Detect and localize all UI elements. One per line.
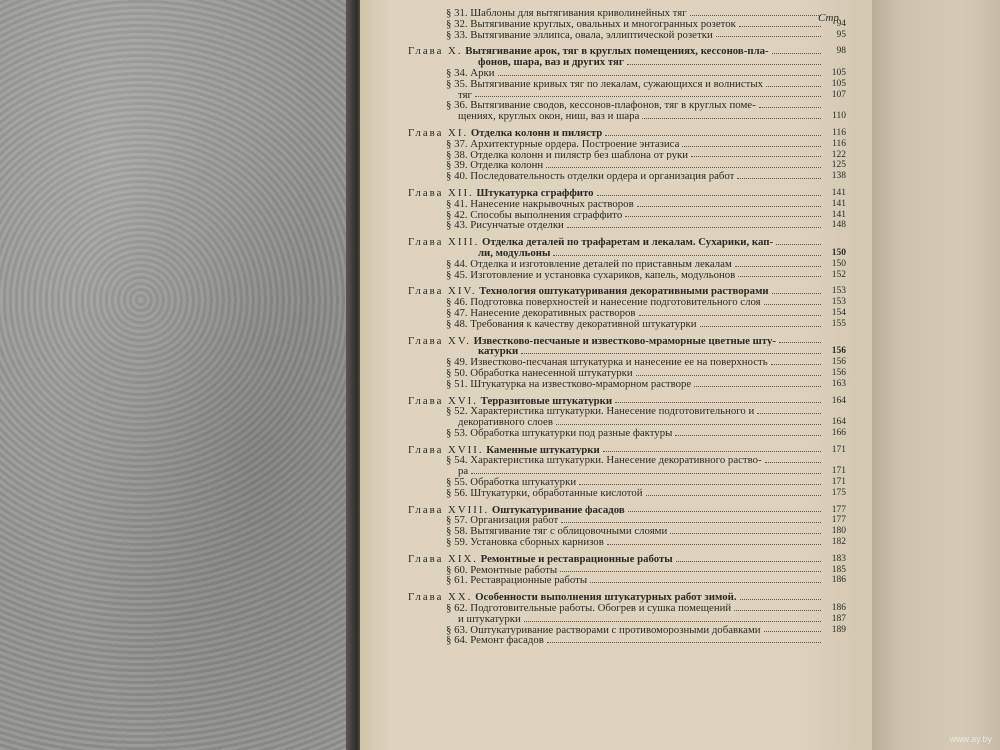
page-number: 105 xyxy=(831,78,846,89)
chapter-label: Глава XVII. xyxy=(408,444,484,456)
toc-entry xyxy=(408,357,846,368)
leader-dots xyxy=(764,304,821,305)
chapter-row xyxy=(408,237,846,248)
entry-title: § 50. Обработка нанесенной штукатурки xyxy=(446,367,633,379)
page-number: 186 xyxy=(831,575,846,586)
entry-title: и штукатурки xyxy=(458,613,521,625)
entry-text xyxy=(446,537,604,548)
entry-text xyxy=(458,90,472,101)
entry-title: Каменные штукатурки xyxy=(486,444,600,456)
leader-dots xyxy=(772,53,821,54)
page-number: 189 xyxy=(831,624,846,635)
entry-title: ра xyxy=(458,466,469,478)
page-number: 95 xyxy=(836,29,846,40)
entry-text xyxy=(446,68,495,79)
leader-dots xyxy=(694,386,821,387)
chapter-row xyxy=(408,505,846,516)
toc-entry xyxy=(408,220,846,231)
leader-dots xyxy=(547,642,821,643)
entry-title: Ремонтные и реставрационные работы xyxy=(480,553,673,565)
entry-title: щениях, круглых окон, ниш, ваз и шара xyxy=(458,111,640,122)
entry-text xyxy=(446,160,543,171)
toc-entry xyxy=(408,515,846,526)
entry-title: § 62. Подготовительные работы. Обогрев и сушка помещений xyxy=(446,603,732,614)
entry-title: Технология оштукатуривания декоративными растворами xyxy=(479,286,769,298)
leader-dots xyxy=(590,582,821,583)
entry-title: § 40. Последовательность отделки ордера и организация работ xyxy=(446,171,735,182)
leader-dots xyxy=(597,195,821,196)
page-number: 180 xyxy=(831,526,846,537)
leader-dots xyxy=(603,451,821,452)
leader-dots xyxy=(675,435,821,436)
entry-text xyxy=(446,379,691,390)
page-number: 125 xyxy=(831,160,846,171)
leader-dots xyxy=(757,413,821,414)
entry-text xyxy=(408,554,673,565)
leader-dots xyxy=(690,15,821,16)
chapter-label: Глава XVI. xyxy=(408,395,478,407)
entry-text xyxy=(446,635,544,646)
entry-text xyxy=(446,297,761,308)
entry-title: § 61. Реставрационные работы xyxy=(446,575,588,587)
entry-text xyxy=(478,346,518,357)
entry-text xyxy=(446,19,736,30)
entry-text xyxy=(458,466,468,477)
leader-dots xyxy=(498,75,821,76)
leader-dots xyxy=(605,135,821,136)
entry-title: § 52. Характеристика штукатурки. Нанесение подготовительного и xyxy=(446,406,755,418)
chapter-row xyxy=(408,188,846,199)
toc-entry xyxy=(408,417,846,428)
page-number: 138 xyxy=(831,171,846,182)
entry-title: § 57. Организация работ xyxy=(446,515,559,527)
chapter-label: Глава XIII. xyxy=(408,237,480,248)
page-number: 150 xyxy=(831,247,846,258)
toc-entry xyxy=(408,79,846,90)
entry-text xyxy=(408,46,769,57)
entry-title: § 58. Вытягивание тяг с облицовочными слоями xyxy=(446,526,668,538)
entry-title: § 31. Шаблоны для вытягивания криволинейных тяг xyxy=(446,8,687,19)
chapter-row xyxy=(408,592,846,603)
entry-text xyxy=(446,199,634,210)
toc-entry xyxy=(408,488,846,499)
page-number: 105 xyxy=(831,67,846,78)
chapter-row xyxy=(408,46,846,57)
entry-text xyxy=(446,477,576,488)
chapter-row xyxy=(408,286,846,297)
page-number: 153 xyxy=(831,286,846,297)
page-number: 110 xyxy=(832,111,846,122)
entry-text xyxy=(408,396,612,407)
page-number: 98 xyxy=(836,46,846,57)
leader-dots xyxy=(627,64,821,65)
entry-title: Оштукатуривание фасадов xyxy=(491,504,625,516)
entry-title: § 54. Характеристика штукатурки. Нанесение декоративного раство- xyxy=(446,455,762,467)
entry-text xyxy=(446,30,713,41)
entry-text xyxy=(446,406,754,417)
entry-title: § 35. Вытягивание кривых тяг по лекалам, сужающихся и волнистых xyxy=(446,78,763,90)
entry-title: фонов, шара, ваз и других тяг xyxy=(478,57,624,68)
page-number: 171 xyxy=(831,477,846,488)
entry-text xyxy=(446,100,756,111)
page-number: 166 xyxy=(831,427,846,438)
toc-entry xyxy=(408,625,846,636)
entry-title: § 49. Известково-песчаная штукатурка и нанесение ее на поверхность xyxy=(446,357,768,368)
entry-title: Терразитовые штукатурки xyxy=(480,395,613,407)
entry-text xyxy=(446,8,687,19)
page-number: 107 xyxy=(831,89,846,100)
entry-text xyxy=(446,308,636,319)
entry-title: § 51. Штукатурка на известково-мраморном растворе xyxy=(446,378,692,390)
chapter-label: Глава XVIII. xyxy=(408,504,490,516)
entry-text xyxy=(446,515,558,526)
entry-title: Особенности выполнения штукатурных работ зимой. xyxy=(475,592,737,604)
entry-text xyxy=(408,128,602,139)
entry-text xyxy=(408,286,769,297)
entry-text xyxy=(446,171,734,182)
page-number: 163 xyxy=(831,378,846,389)
entry-text xyxy=(446,455,762,466)
leader-dots xyxy=(471,473,821,474)
entry-text xyxy=(446,603,731,614)
leader-dots xyxy=(735,266,821,267)
entry-text xyxy=(408,592,737,603)
leader-dots xyxy=(765,462,821,463)
page-number: 171 xyxy=(831,444,846,455)
page-number: 116 xyxy=(832,138,846,149)
toc-entry xyxy=(408,160,846,171)
page-number: 183 xyxy=(831,553,846,564)
toc-entry xyxy=(408,111,846,122)
leader-dots xyxy=(639,315,821,316)
leader-dots xyxy=(740,599,821,600)
leader-dots xyxy=(625,216,821,217)
page-number: 156 xyxy=(831,357,846,368)
entry-title: § 47. Нанесение декоративных растворов xyxy=(446,307,636,319)
entry-text xyxy=(446,79,763,90)
entry-title: § 59. Установка сборных карнизов xyxy=(446,537,604,548)
page-number: 186 xyxy=(831,603,846,614)
leader-dots xyxy=(524,621,821,622)
entry-text xyxy=(446,625,761,636)
page-number: 122 xyxy=(831,149,846,160)
entry-title: § 34. Арки xyxy=(446,67,495,79)
entry-title: § 32. Вытягивание круглых, овальных и многогранных розеток xyxy=(446,18,736,30)
entry-text xyxy=(446,319,697,330)
entry-text xyxy=(458,614,521,625)
leader-dots xyxy=(739,26,821,27)
toc-entry xyxy=(408,150,846,161)
towel-background xyxy=(0,0,352,750)
entry-title: катурки xyxy=(478,346,519,358)
page-number: 185 xyxy=(831,564,846,575)
page-number: 150 xyxy=(831,258,846,269)
leader-dots xyxy=(646,495,821,496)
toc-entry xyxy=(408,8,846,19)
entry-title: Вытягивание арок, тяг в круглых помещениях, кессонов-пла- xyxy=(465,46,769,58)
entry-title: § 63. Оштукатуривание растворами с противоморозными добавками xyxy=(446,624,761,636)
leader-dots xyxy=(521,353,821,354)
leader-dots xyxy=(700,326,821,327)
entry-title: § 64. Ремонт фасадов xyxy=(446,635,544,647)
entry-title: § 37. Архитектурные ордера. Построение энтазиса xyxy=(446,138,680,150)
toc-entry xyxy=(408,19,846,30)
page-number: 116 xyxy=(832,127,846,138)
leader-dots xyxy=(556,424,821,425)
toc-entry xyxy=(408,477,846,488)
leader-dots xyxy=(682,146,821,147)
toc-entry xyxy=(408,406,846,417)
page-number: 164 xyxy=(831,417,846,428)
entry-text xyxy=(446,270,735,281)
book-page-edge xyxy=(872,0,1000,750)
page-number: 171 xyxy=(831,466,846,477)
page-number: 156 xyxy=(831,346,846,357)
toc-entry xyxy=(408,319,846,330)
leader-dots xyxy=(546,167,821,168)
toc-entry xyxy=(408,346,846,357)
page-number: 148 xyxy=(831,220,846,231)
page-number: 153 xyxy=(831,297,846,308)
entry-text xyxy=(446,575,587,586)
leader-dots xyxy=(764,631,821,632)
entry-text xyxy=(458,417,553,428)
entry-text xyxy=(446,368,633,379)
entry-text xyxy=(446,357,768,368)
entry-text xyxy=(446,220,564,231)
page-column-label: Стр. xyxy=(818,12,842,24)
leader-dots xyxy=(737,178,821,179)
chapter-label: Глава XIX. xyxy=(408,553,478,565)
entry-title: декоративного слоев xyxy=(458,417,553,428)
page-number: 177 xyxy=(831,504,846,515)
toc-entry xyxy=(408,368,846,379)
toc-entry xyxy=(408,100,846,111)
toc-entry xyxy=(408,575,846,586)
page-number: 187 xyxy=(831,613,846,624)
entry-title: § 39. Отделка колонн xyxy=(446,160,544,172)
entry-title: § 55. Обработка штукатурки xyxy=(446,477,577,488)
chapter-label: Глава XII. xyxy=(408,187,474,199)
chapter-row xyxy=(408,445,846,456)
entry-title: § 41. Нанесение накрывочных растворов xyxy=(446,198,634,210)
page-number: 141 xyxy=(831,187,846,198)
entry-text xyxy=(446,139,679,150)
entry-title: Известково-песчаные и известково-мраморные цветные шту- xyxy=(473,335,776,347)
leader-dots xyxy=(691,156,821,157)
entry-title: § 46. Подготовка поверхностей и нанесение подготовительного слоя xyxy=(446,297,761,308)
leader-dots xyxy=(628,511,821,512)
toc-entry xyxy=(408,526,846,537)
entry-title: Штукатурка сграффито xyxy=(476,187,594,199)
entry-title: § 42. Способы выполнения сграффито xyxy=(446,209,623,221)
entry-title: Отделка колонн и пилястр xyxy=(470,127,603,139)
page-number: 141 xyxy=(831,209,846,220)
entry-text xyxy=(446,210,622,221)
leader-dots xyxy=(676,561,821,562)
leader-dots xyxy=(759,107,821,108)
toc-entry xyxy=(408,379,846,390)
leader-dots xyxy=(779,342,821,343)
leader-dots xyxy=(615,402,821,403)
entry-text xyxy=(408,445,600,456)
entry-title: § 53. Обработка штукатурки под разные фактуры xyxy=(446,427,673,439)
page-number: 94 xyxy=(836,18,846,29)
page-number: 182 xyxy=(831,537,846,548)
leader-dots xyxy=(776,244,821,245)
entry-text xyxy=(478,57,624,68)
toc-entry xyxy=(408,248,846,259)
toc-entry xyxy=(408,259,846,270)
leader-dots xyxy=(670,533,821,534)
toc-entry xyxy=(408,565,846,576)
toc-entry xyxy=(408,635,846,646)
entry-text xyxy=(446,488,643,499)
chapter-row xyxy=(408,128,846,139)
chapter-row xyxy=(408,336,846,347)
entry-title: Отделка деталей по трафаретам и лекалам. Сухарики, кап- xyxy=(482,237,774,248)
table-of-contents xyxy=(408,8,846,646)
toc-entry xyxy=(408,297,846,308)
entry-text xyxy=(408,237,773,248)
toc-entry xyxy=(408,603,846,614)
entry-title: § 56. Штукатурки, обработанные кислотой xyxy=(446,487,643,499)
leader-dots xyxy=(636,375,821,376)
page-number: 141 xyxy=(831,198,846,209)
page-number: 156 xyxy=(831,367,846,378)
page-number: 177 xyxy=(831,515,846,526)
page-number: 175 xyxy=(831,487,846,498)
page-number: 164 xyxy=(831,395,846,406)
page-number: 154 xyxy=(831,307,846,318)
entry-title: § 38. Отделка колонн и пилястр без шаблона от руки xyxy=(446,149,689,161)
leader-dots xyxy=(561,522,821,523)
leader-dots xyxy=(579,484,821,485)
entry-title: ли, модульоны xyxy=(478,247,551,259)
entry-text xyxy=(446,565,557,576)
chapter-label: Глава XV. xyxy=(408,335,471,347)
entry-text xyxy=(446,428,672,439)
leader-dots xyxy=(567,227,821,228)
entry-title: § 48. Требования к качеству декоративной штукатурки xyxy=(446,318,697,330)
entry-text xyxy=(446,259,732,270)
toc-entry xyxy=(408,171,846,182)
entry-title: § 43. Рисунчатые отделки xyxy=(446,220,564,232)
leader-dots xyxy=(738,276,821,277)
entry-text xyxy=(408,336,776,347)
entry-text xyxy=(446,526,667,537)
chapter-row xyxy=(408,396,846,407)
leader-dots xyxy=(772,293,821,294)
page-number: 152 xyxy=(831,269,846,280)
entry-title: § 33. Вытягивание эллипса, овала, эллиптической розетки xyxy=(446,29,713,41)
entry-text xyxy=(458,111,639,122)
toc-entry xyxy=(408,614,846,625)
toc-entry xyxy=(408,455,846,466)
chapter-label: Глава XI. xyxy=(408,127,469,139)
entry-text xyxy=(446,150,688,161)
page-number: 155 xyxy=(831,318,846,329)
toc-entry xyxy=(408,90,846,101)
leader-dots xyxy=(607,544,821,545)
entry-title: § 60. Ремонтные работы xyxy=(446,564,558,576)
toc-entry xyxy=(408,30,846,41)
entry-text xyxy=(478,248,550,259)
chapter-label: Глава X. xyxy=(408,46,463,58)
leader-dots xyxy=(734,610,821,611)
leader-dots xyxy=(553,255,821,256)
toc-entry xyxy=(408,537,846,548)
entry-title: тяг xyxy=(458,89,472,101)
entry-title: § 45. Изготовление и установка сухариков, капель, модульонов xyxy=(446,269,736,281)
toc-entry xyxy=(408,199,846,210)
chapter-label: Глава XIV. xyxy=(408,286,477,298)
toc-entry xyxy=(408,270,846,281)
leader-dots xyxy=(475,96,821,97)
leader-dots xyxy=(642,118,821,119)
entry-text xyxy=(408,505,625,516)
toc-entry xyxy=(408,139,846,150)
chapter-row xyxy=(408,554,846,565)
toc-entry xyxy=(408,308,846,319)
toc-entry xyxy=(408,466,846,477)
leader-dots xyxy=(637,206,821,207)
entry-title: § 36. Вытягивание сводов, кессонов-плафонов, тяг в круглых поме- xyxy=(446,100,756,112)
leader-dots xyxy=(560,571,821,572)
toc-entry xyxy=(408,68,846,79)
entry-title: § 44. Отделка и изготовление деталей по приставным лекалам xyxy=(446,258,732,270)
toc-entry xyxy=(408,57,846,68)
toc-entry xyxy=(408,428,846,439)
leader-dots xyxy=(771,364,821,365)
toc-entry xyxy=(408,210,846,221)
watermark: www.ay.by xyxy=(949,734,992,744)
leader-dots xyxy=(766,86,821,87)
chapter-label: Глава XX. xyxy=(408,592,473,604)
leader-dots xyxy=(716,36,821,37)
entry-text xyxy=(408,188,594,199)
